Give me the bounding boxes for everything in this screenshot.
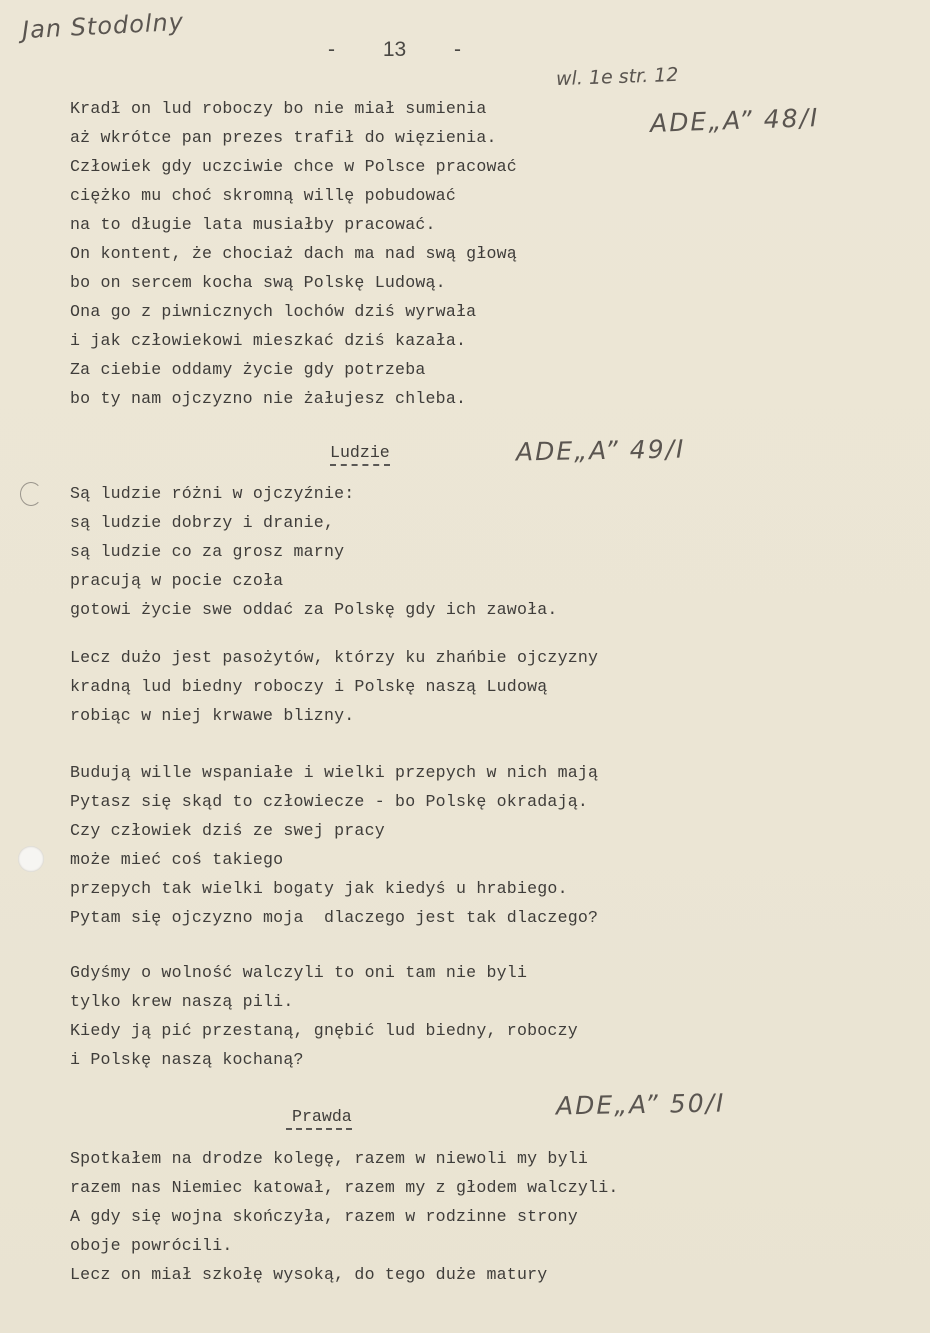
punch-hole-mark	[20, 482, 42, 506]
verse-line: bo on sercem kocha swą Polskę Ludową.	[70, 273, 446, 292]
verse-line: bo ty nam ojczyzno nie żałujesz chleba.	[70, 389, 467, 408]
verse-line: na to długie lata musiałby pracować.	[70, 215, 436, 234]
verse-line: A gdy się wojna skończyła, razem w rodzinne strony	[70, 1207, 578, 1226]
archive-signature-49: ADE„A” 49/I	[515, 434, 686, 467]
verse-line: razem nas Niemiec katował, razem my z głodem walczyli.	[70, 1178, 619, 1197]
archive-signature-50: ADE„A” 50/I	[555, 1088, 726, 1121]
verse-line: Spotkałem na drodze kolegę, razem w niewoli my byli	[70, 1149, 589, 1168]
poem-49-stanza-2	[70, 643, 598, 730]
verse-line: Czy człowiek dziś ze swej pracy	[70, 821, 385, 840]
verse-line: Lecz dużo jest pasożytów, którzy ku zhańbie ojczyzny	[70, 648, 599, 667]
verse-line: Gdyśmy o wolność walczyli to oni tam nie byli	[70, 963, 528, 982]
poem-48-stanza	[70, 94, 517, 413]
author-handwritten: Jan Stodolny	[21, 7, 185, 45]
verse-line: Pytam się ojczyzno moja dlaczego jest tak dlaczego?	[70, 908, 599, 927]
verse-line: aż wkrótce pan prezes trafił do więzienia.	[70, 128, 497, 147]
verse-line: robiąc w niej krwawe blizny.	[70, 706, 355, 725]
poem-49-stanza-1	[70, 479, 558, 624]
verse-line: tylko krew naszą pili.	[70, 992, 294, 1011]
verse-line: są ludzie co za grosz marny	[70, 542, 345, 561]
poem-title-prawda: Prawda	[286, 1107, 352, 1130]
verse-line: i Polskę naszą kochaną?	[70, 1050, 304, 1069]
page-number: - 13 -	[328, 38, 462, 61]
verse-line: kradną lud biedny roboczy i Polskę naszą Ludową	[70, 677, 548, 696]
verse-line: są ludzie dobrzy i dranie,	[70, 513, 335, 532]
verse-line: Za ciebie oddamy życie gdy potrzeba	[70, 360, 426, 379]
verse-line: On kontent, że chociaż dach ma nad swą głową	[70, 244, 517, 263]
verse-line: oboje powrócili.	[70, 1236, 233, 1255]
poem-49-stanza-4	[70, 958, 578, 1074]
verse-line: Ona go z piwnicznych lochów dziś wyrwała	[70, 302, 477, 321]
poem-49-stanza-3	[70, 758, 598, 932]
verse-line: Budują wille wspaniałe i wielki przepych w nich mają	[70, 763, 599, 782]
verse-line: gotowi życie swe oddać za Polskę gdy ich zawoła.	[70, 600, 558, 619]
punch-hole	[18, 846, 44, 872]
verse-line: Kradł on lud roboczy bo nie miał sumienia	[70, 99, 487, 118]
archive-signature-48: ADE„A” 48/I	[649, 103, 820, 138]
verse-line: Lecz on miał szkołę wysoką, do tego duże matury	[70, 1265, 548, 1284]
verse-line: Pytasz się skąd to człowiecze - bo Polskę okradają.	[70, 792, 589, 811]
reference-note: wl. 1e str. 12	[555, 63, 679, 91]
verse-line: może mieć coś takiego	[70, 850, 284, 869]
verse-line: pracują w pocie czoła	[70, 571, 284, 590]
verse-line: ciężko mu choć skromną willę pobudować	[70, 186, 456, 205]
verse-line: Człowiek gdy uczciwie chce w Polsce pracować	[70, 157, 517, 176]
poem-50-stanza-1	[70, 1144, 619, 1289]
verse-line: Kiedy ją pić przestaną, gnębić lud biedny, roboczy	[70, 1021, 578, 1040]
verse-line: Są ludzie różni w ojczyźnie:	[70, 484, 355, 503]
poem-title-ludzie: Ludzie	[330, 443, 390, 466]
verse-line: i jak człowiekowi mieszkać dziś kazała.	[70, 331, 467, 350]
verse-line: przepych tak wielki bogaty jak kiedyś u hrabiego.	[70, 879, 568, 898]
